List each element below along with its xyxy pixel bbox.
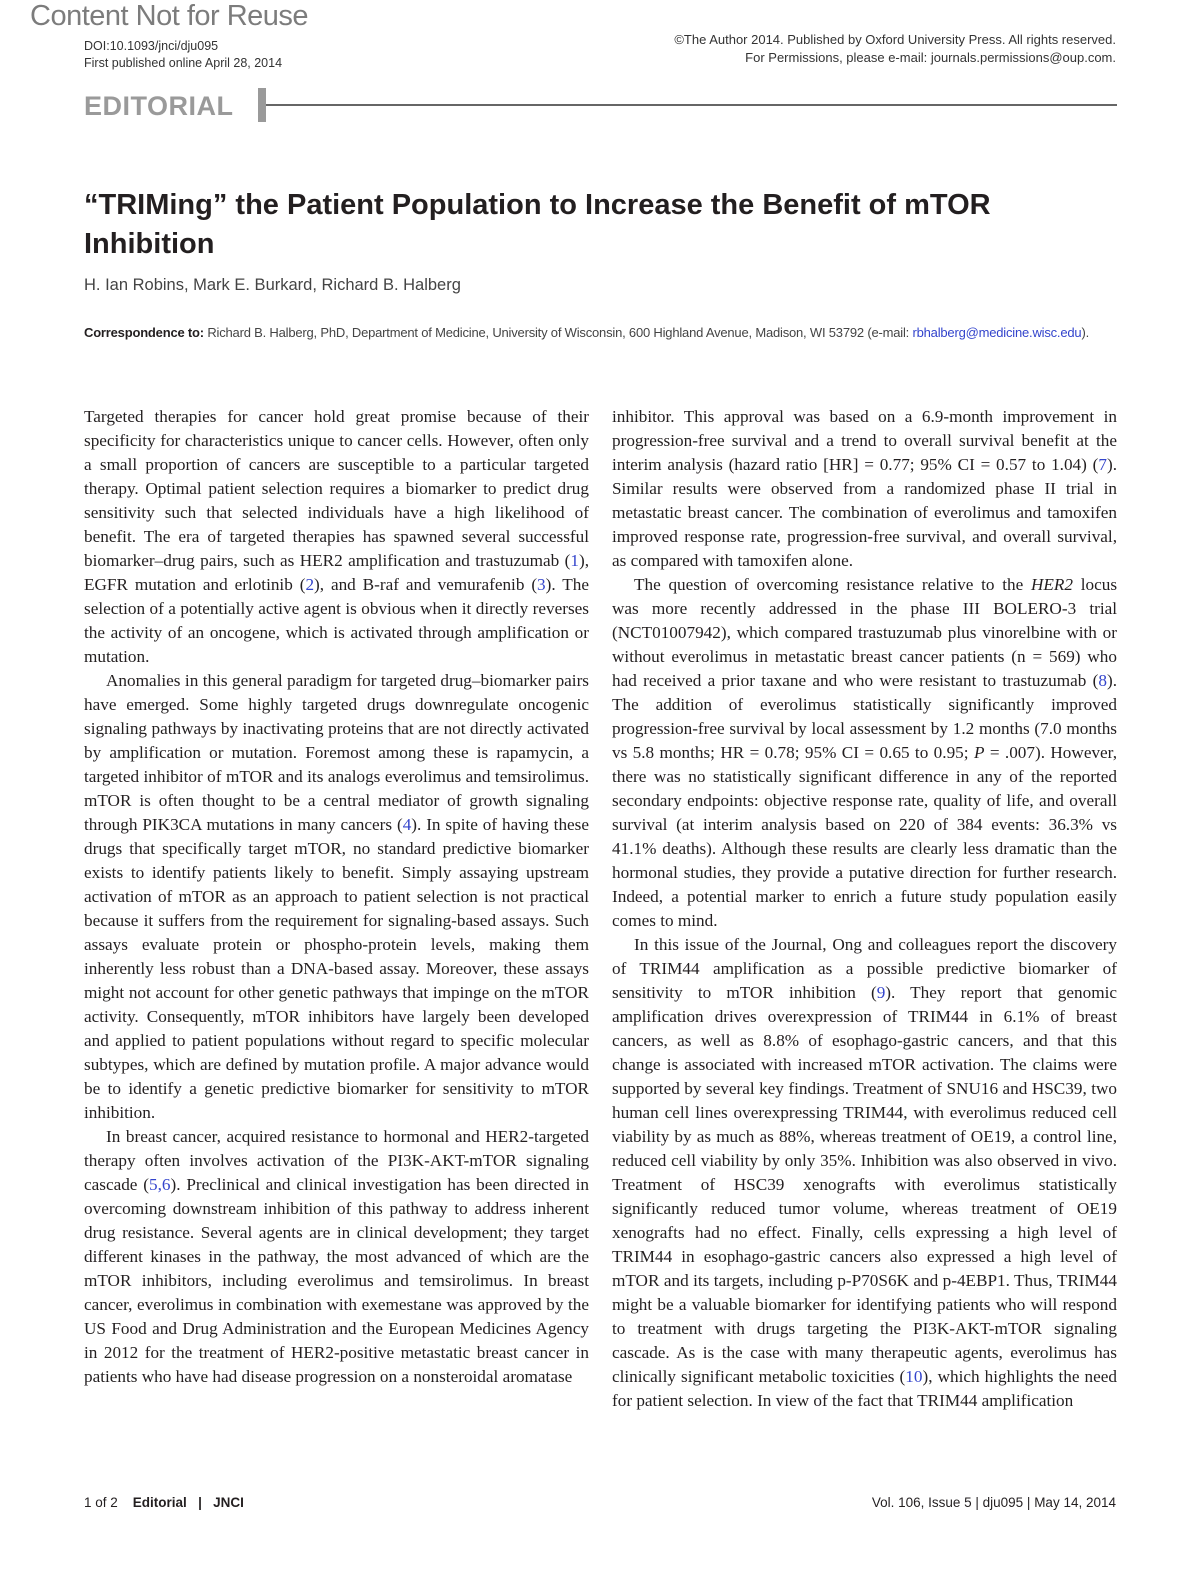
paragraph-text: ). In spite of having these drugs that specifically target mTOR, no standard predictive biomarker exists to identify patients likely to benefit. Simply assaying upstream activation of mTOR as an approach to patient selection is not practical because it suffers from the requirement for signaling-based assays. Such assays evaluate protein or phospho-protein levels, making them inherently less robust than a DNA-based assay. Moreover, these assays might not account for other genetic pathways that impinge on the mTOR activity. Consequently, mTOR inhibitors have largely been developed and applied to patient populations without regard to specific molecular subtypes, which are defined by mutation profile. A major advance would be to identify a genetic predictive biomarker for sensitivity to mTOR inhibition. [84, 815, 589, 1122]
paragraph-text: ), EGFR mutation and erlotinib ( [84, 551, 589, 594]
paragraph [612, 933, 1117, 1413]
paragraph [84, 405, 589, 669]
article-doi-block [84, 38, 282, 72]
paragraph-text: ). Preclinical and clinical investigation has been directed in overcoming downstream inhibition of this pathway to address inherent drug resistance. Several agents are in clinical development; they target different kinases in the pathway, the most advanced of which are the mTOR inhibitors, including everolimus and temsirolimus. In breast cancer, everolimus in combination with exemestane was approved by the US Food and Drug Administration and the European Medicines Agency in 2012 for the treatment of HER2-positive metastatic breast cancer in patients who have had disease progression on a nonsteroidal aromatase [84, 1175, 589, 1386]
article-title: “TRIMing” the Patient Population to Increase the Benefit of mTOR Inhibition [84, 189, 991, 260]
footer-citation: Vol. 106, Issue 5 | dju095 | May 14, 2014 [871, 1495, 1116, 1510]
paragraph-text: ). Similar results were observed from a randomized phase II trial in metastatic breast cancer. The combination of everolimus and tamoxifen improved response rate, progression-free survival, and overall survival, as compared with tamoxifen alone. [612, 455, 1117, 570]
italic-text: HER2 [1030, 575, 1073, 594]
footer-separator: | [198, 1495, 202, 1510]
paragraph [84, 1125, 589, 1389]
paragraph-text: ), which highlights the need for patient selection. In view of the fact that TRIM44 amplification [612, 1367, 1117, 1410]
paragraph [84, 669, 589, 1125]
reference-link[interactable]: 7 [1098, 455, 1107, 474]
reference-link[interactable]: 9 [876, 983, 886, 1002]
published-date: First published online April 28, 2014 [84, 56, 283, 70]
copyright: ©The Author 2014. Published by Oxford University Press. All rights reserved. [674, 32, 1116, 47]
section-divider [266, 104, 1117, 106]
permissions: For Permissions, please e-mail: journals.permissions@oup.com. [745, 50, 1116, 65]
reference-link[interactable]: 10 [905, 1367, 923, 1386]
body-column-right [612, 405, 1117, 1437]
reference-link[interactable]: 2 [305, 575, 315, 594]
reference-link[interactable]: 3 [537, 575, 546, 594]
paragraph-text: ). The selection of a potentially active agent is obvious when it directly reverses the activity of an oncogene, which is activated through amplification or mutation. [84, 575, 589, 666]
email-link[interactable]: rbhalberg@medicine.wisc.edu [912, 325, 1082, 340]
italic-text: P [973, 743, 985, 762]
reference-link[interactable]: 5,6 [149, 1175, 171, 1194]
watermark: Content Not for Reuse [30, 0, 309, 32]
paragraph-text: In this issue of the Journal, Ong and colleagues report the discovery of TRIM44 amplification as a possible predictive biomarker of sensitivity to mTOR inhibition ( [612, 935, 1117, 1002]
paragraph-text: ). They report that genomic amplification drives overexpression of TRIM44 in 6.1% of breast cancers, as well as 8.8% of esophago-gastric cancers, and that this change is associated with increased mTOR activation. The claims were supported by several key findings. Treatment of SNU16 and HSC39, two human cell lines overexpressing TRIM44, with everolimus reduced cell viability by as much as 88%, whereas treatment of OE19, a control line, reduced cell viability by only 35%. Inhibition was also observed in vivo. Treatment of HSC39 xenografts with everolimus statistically significantly reduced tumor volume, whereas treatment of OE19 xenografts had no effect. Finally, cells expressing a high level of TRIM44 in esophago-gastric cancers also expressed a high level of mTOR and its targets, including p-P70S6K and p-4EBP1. Thus, TRIM44 might be a valuable biomarker for identifying patients who will respond to treatment with drugs targeting the PI3K-AKT-mTOR signaling cascade. As is the case with many therapeutic agents, everolimus has clinically significant metabolic toxicities ( [612, 983, 1117, 1386]
section-bar [258, 88, 266, 122]
paragraph-text: ), and B-raf and vemurafenib ( [314, 575, 538, 594]
correspondence [84, 323, 1118, 342]
body-column-left [84, 405, 589, 1437]
paragraph [612, 573, 1117, 933]
section-label: EDITORIAL [84, 91, 234, 121]
reference-link[interactable]: 1 [570, 551, 579, 570]
paragraph-text: locus was more recently addressed in the phase III BOLERO-3 trial (NCT01007942), which compared trastuzumab plus vinorelbine with or without everolimus in metastatic breast cancer patients (n = 569) who had received a prior taxane and who were resistant to trastuzumab ( [612, 575, 1117, 690]
paragraph-text: Anomalies in this general paradigm for targeted drug–biomarker pairs have emerged. Some highly targeted drugs downregulate oncogenic signaling pathways by inactivating proteins that are not directly activated by amplification or mutation. Foremost among these is rapamycin, a targeted inhibitor of mTOR and its analogs everolimus and temsirolimus. mTOR is often thought to be a central mediator of growth signaling through PIK3CA mutations in many cancers ( [84, 671, 589, 834]
paragraph-text: Targeted therapies for cancer hold great promise because of their specificity for characteristics unique to cancer cells. However, often only a small proportion of cancers are susceptible to a particular targeted therapy. Optimal patient selection requires a biomarker to predict drug sensitivity such that selected individuals have a high likelihood of benefit. The era of targeted therapies has spawned several successful biomarker–drug pairs, such as HER2 amplification and trastuzumab ( [84, 407, 589, 570]
reference-link[interactable]: 4 [402, 815, 412, 834]
correspondence-text: Richard B. Halberg, PhD, Department of Medicine, University of Wisconsin, 600 Highland Avenue, Madison, WI 53792 (e-mail: [203, 325, 913, 340]
footer-section: Editorial [132, 1495, 187, 1510]
paragraph [612, 405, 1117, 573]
footer-left [84, 1495, 244, 1510]
doi: DOI:10.1093/jnci/dju095 [84, 39, 219, 53]
paragraph-text: ). The addition of everolimus statistically significantly improved progression-free survival by local assessment by 1.2 months (7.0 months vs 5.8 months; HR = 0.78; 95% CI = 0.65 to 0.95; [612, 671, 1117, 762]
paragraph-text: = .007). However, there was no statistically significant difference in any of the reported secondary endpoints: objective response rate, quality of life, and overall survival (at interim analysis based on 220 of 384 events: 36.3% vs 41.1% deaths). Although these results are clearly less dramatic than the hormonal studies, they provide a putative direction for further research. Indeed, a potential marker to enrich a future study population easily comes to mind. [612, 743, 1117, 930]
correspondence-label: Correspondence to: [84, 325, 204, 340]
reference-link[interactable]: 8 [1098, 671, 1107, 690]
authors: H. Ian Robins, Mark E. Burkard, Richard B. Halberg [84, 276, 461, 294]
correspondence-end: ). [1081, 325, 1089, 340]
rights-block [674, 31, 1116, 67]
article-heading-block [84, 186, 1118, 342]
footer-journal: JNCI [213, 1495, 244, 1510]
paragraph-text: inhibitor. This approval was based on a 6.9-month improvement in progression-free survival and a trend to overall survival benefit at the interim analysis (hazard ratio [HR] = 0.77; 95% CI = 0.57 to 1.04) ( [612, 407, 1117, 474]
page-number: 1 of 2 [84, 1495, 118, 1510]
paragraph-text: The question of overcoming resistance relative to the [634, 575, 1031, 594]
paragraph-text: In breast cancer, acquired resistance to hormonal and HER2-targeted therapy often involves activation of the PI3K-AKT-mTOR signaling cascade ( [84, 1127, 589, 1194]
